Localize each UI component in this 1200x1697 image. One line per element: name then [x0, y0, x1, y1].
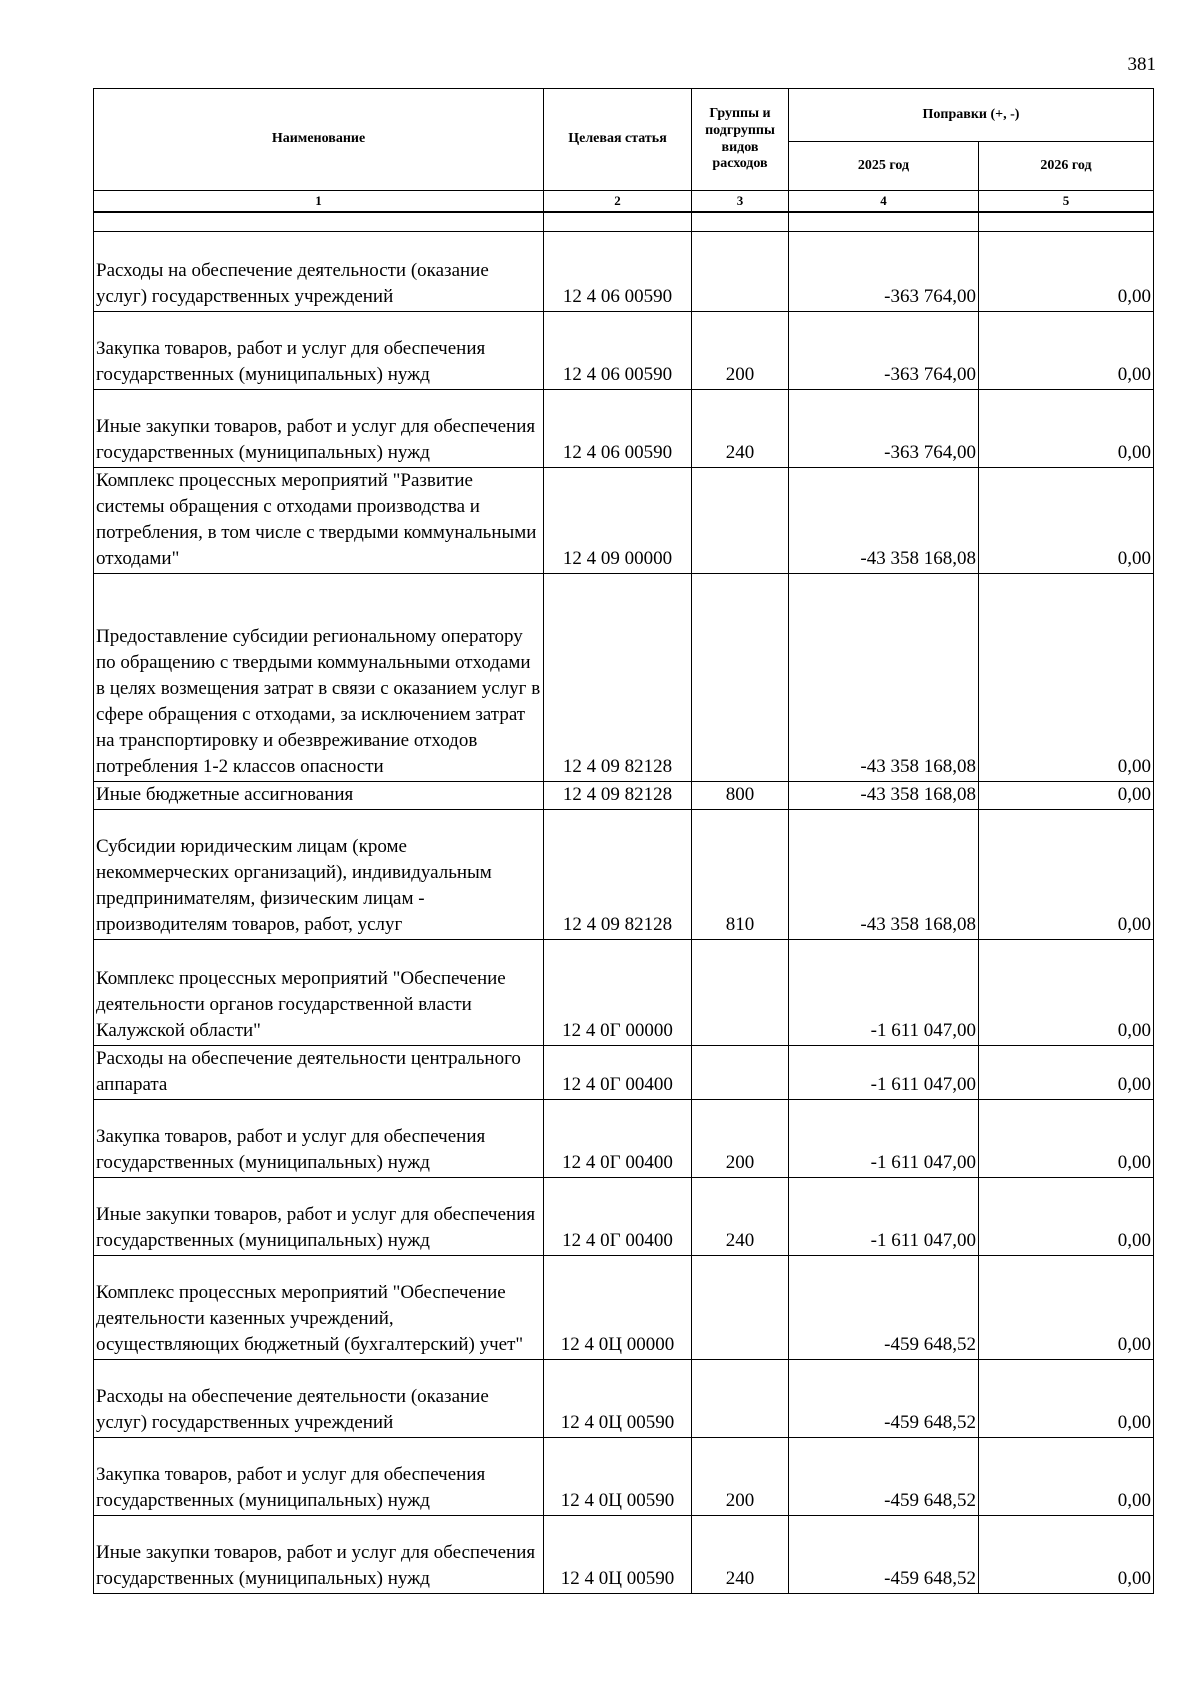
row-target-code-cell: 12 4 09 82128 [544, 810, 692, 940]
table-row [94, 1516, 1154, 1594]
row-target-code-cell: 12 4 06 00590 [544, 232, 692, 312]
table-body [94, 232, 1154, 1594]
row-amount-2025-cell: -459 648,52 [789, 1360, 979, 1438]
row-name-cell: Закупка товаров, работ и услуг для обеспечения государственных (муниципальных) нужд [94, 312, 544, 390]
header-year-2026: 2026 год [979, 142, 1154, 191]
header-expense-groups: Группы и подгруппы видов расходов [692, 89, 789, 191]
row-target-code-cell: 12 4 0Ц 00590 [544, 1360, 692, 1438]
table-row [94, 1046, 1154, 1100]
row-amount-2026-cell: 0,00 [979, 782, 1154, 810]
row-name-cell: Субсидии юридическим лицам (кроме некоммерческих организаций), индивидуальным предпринимателям, физическим лицам - производителям товаров, работ, услуг [94, 810, 544, 940]
row-amount-2025-cell: -363 764,00 [789, 312, 979, 390]
row-amount-2026-cell: 0,00 [979, 1360, 1154, 1438]
row-expense-group-cell [692, 1256, 789, 1360]
row-expense-group-cell: 810 [692, 810, 789, 940]
row-amount-2026-cell: 0,00 [979, 1178, 1154, 1256]
row-expense-group-cell [692, 574, 789, 782]
row-target-code-cell: 12 4 09 00000 [544, 468, 692, 574]
row-target-code-cell: 12 4 0Г 00400 [544, 1046, 692, 1100]
row-name-cell: Комплекс процессных мероприятий "Обеспечение деятельности органов государственной власти Калужской области" [94, 940, 544, 1046]
row-amount-2025-cell: -1 611 047,00 [789, 1046, 979, 1100]
header-target-article: Целевая статья [544, 89, 692, 191]
row-name-cell: Расходы на обеспечение деятельности центрального аппарата [94, 1046, 544, 1100]
row-name-cell: Расходы на обеспечение деятельности (оказание услуг) государственных учреждений [94, 232, 544, 312]
budget-table-container [93, 88, 1153, 1594]
row-expense-group-cell: 800 [692, 782, 789, 810]
table-row [94, 810, 1154, 940]
row-expense-group-cell: 200 [692, 1438, 789, 1516]
header-spacer-row [94, 212, 1154, 232]
row-amount-2026-cell: 0,00 [979, 1256, 1154, 1360]
table-row [94, 1438, 1154, 1516]
header-year-2025: 2025 год [789, 142, 979, 191]
row-amount-2025-cell: -1 611 047,00 [789, 940, 979, 1046]
row-amount-2025-cell: -1 611 047,00 [789, 1100, 979, 1178]
row-amount-2025-cell: -43 358 168,08 [789, 782, 979, 810]
row-amount-2026-cell: 0,00 [979, 1100, 1154, 1178]
row-name-cell: Предоставление субсидии региональному оператору по обращению с твердыми коммунальными отходами в целях возмещения затрат в связи с оказанием услуг в сфере обращения с отходами, за исключением затрат на транспортировку и обезвреживание отходов потребления 1-2 классов опасности [94, 574, 544, 782]
row-amount-2026-cell: 0,00 [979, 1516, 1154, 1594]
row-target-code-cell: 12 4 09 82128 [544, 574, 692, 782]
row-name-cell: Расходы на обеспечение деятельности (оказание услуг) государственных учреждений [94, 1360, 544, 1438]
row-amount-2025-cell: -363 764,00 [789, 390, 979, 468]
table-row [94, 574, 1154, 782]
table-row [94, 782, 1154, 810]
row-amount-2025-cell: -459 648,52 [789, 1516, 979, 1594]
row-amount-2026-cell: 0,00 [979, 810, 1154, 940]
row-amount-2026-cell: 0,00 [979, 1438, 1154, 1516]
row-name-cell: Иные закупки товаров, работ и услуг для обеспечения государственных (муниципальных) нужд [94, 1178, 544, 1256]
row-amount-2026-cell: 0,00 [979, 1046, 1154, 1100]
row-amount-2026-cell: 0,00 [979, 940, 1154, 1046]
table-header [94, 89, 1154, 232]
budget-amendments-table [93, 88, 1154, 1594]
row-target-code-cell: 12 4 0Ц 00000 [544, 1256, 692, 1360]
row-expense-group-cell [692, 232, 789, 312]
row-name-cell: Иные закупки товаров, работ и услуг для обеспечения государственных (муниципальных) нужд [94, 1516, 544, 1594]
table-row [94, 390, 1154, 468]
row-name-cell: Иные закупки товаров, работ и услуг для обеспечения государственных (муниципальных) нужд [94, 390, 544, 468]
table-row [94, 1360, 1154, 1438]
row-target-code-cell: 12 4 0Г 00400 [544, 1100, 692, 1178]
row-amount-2026-cell: 0,00 [979, 468, 1154, 574]
table-row [94, 468, 1154, 574]
header-col-number: 1 [94, 191, 544, 213]
table-row [94, 1178, 1154, 1256]
row-amount-2025-cell: -43 358 168,08 [789, 574, 979, 782]
table-row [94, 1256, 1154, 1360]
header-amendments: Поправки (+, -) [789, 89, 1154, 142]
row-name-cell: Иные бюджетные ассигнования [94, 782, 544, 810]
row-name-cell: Комплекс процессных мероприятий "Обеспечение деятельности казенных учреждений, осуществляющих бюджетный (бухгалтерский) учет" [94, 1256, 544, 1360]
header-col-number: 4 [789, 191, 979, 213]
table-row [94, 940, 1154, 1046]
header-col-number: 2 [544, 191, 692, 213]
table-row [94, 1100, 1154, 1178]
row-amount-2026-cell: 0,00 [979, 312, 1154, 390]
row-expense-group-cell: 240 [692, 390, 789, 468]
row-expense-group-cell: 200 [692, 312, 789, 390]
row-target-code-cell: 12 4 0Г 00400 [544, 1178, 692, 1256]
row-target-code-cell: 12 4 0Г 00000 [544, 940, 692, 1046]
row-amount-2025-cell: -459 648,52 [789, 1256, 979, 1360]
row-expense-group-cell [692, 1046, 789, 1100]
page-number: 381 [1127, 54, 1156, 75]
row-expense-group-cell: 240 [692, 1178, 789, 1256]
row-expense-group-cell: 200 [692, 1100, 789, 1178]
table-row [94, 232, 1154, 312]
row-target-code-cell: 12 4 0Ц 00590 [544, 1438, 692, 1516]
row-amount-2026-cell: 0,00 [979, 574, 1154, 782]
row-name-cell: Комплекс процессных мероприятий "Развитие системы обращения с отходами производства и потребления, в том числе с твердыми коммунальными отходами" [94, 468, 544, 574]
row-name-cell: Закупка товаров, работ и услуг для обеспечения государственных (муниципальных) нужд [94, 1100, 544, 1178]
row-amount-2025-cell: -1 611 047,00 [789, 1178, 979, 1256]
table-row [94, 312, 1154, 390]
header-col-number: 5 [979, 191, 1154, 213]
row-name-cell: Закупка товаров, работ и услуг для обеспечения государственных (муниципальных) нужд [94, 1438, 544, 1516]
row-expense-group-cell [692, 468, 789, 574]
row-target-code-cell: 12 4 09 82128 [544, 782, 692, 810]
row-target-code-cell: 12 4 06 00590 [544, 312, 692, 390]
row-amount-2026-cell: 0,00 [979, 232, 1154, 312]
header-name: Наименование [94, 89, 544, 191]
row-amount-2025-cell: -43 358 168,08 [789, 468, 979, 574]
row-amount-2025-cell: -43 358 168,08 [789, 810, 979, 940]
row-amount-2025-cell: -459 648,52 [789, 1438, 979, 1516]
row-amount-2025-cell: -363 764,00 [789, 232, 979, 312]
row-expense-group-cell: 240 [692, 1516, 789, 1594]
row-expense-group-cell [692, 940, 789, 1046]
row-expense-group-cell [692, 1360, 789, 1438]
header-col-number: 3 [692, 191, 789, 213]
row-amount-2026-cell: 0,00 [979, 390, 1154, 468]
row-target-code-cell: 12 4 06 00590 [544, 390, 692, 468]
row-target-code-cell: 12 4 0Ц 00590 [544, 1516, 692, 1594]
